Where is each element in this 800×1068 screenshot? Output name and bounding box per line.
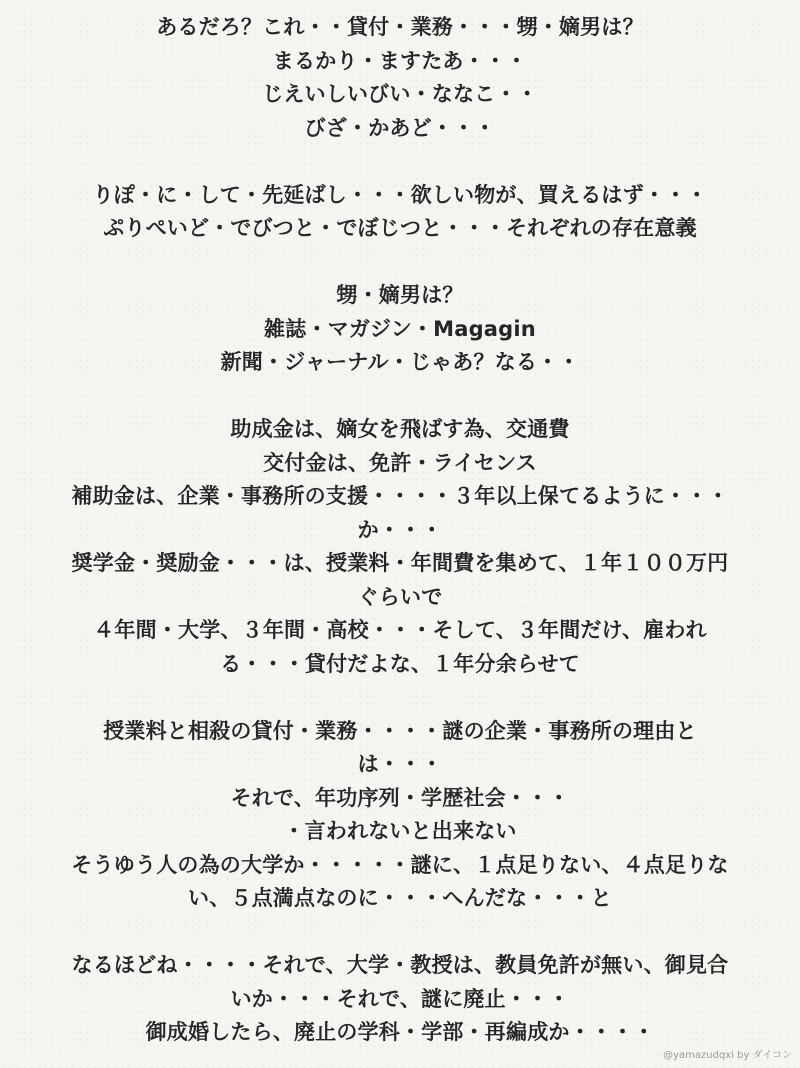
text-line: 甥・嫡男は？ xyxy=(336,283,464,307)
text-line: じえいしいびい・ななこ・・ xyxy=(262,82,538,106)
text-line: なるほどね・・・・それで、大学・教授は、教員免許が無い、御見合 xyxy=(71,953,729,977)
text-line: 雑誌・マガジン・Magagin xyxy=(264,316,536,341)
text-line: ４年間・大学、３年間・高校・・・そして、３年間だけ、雇われ xyxy=(93,618,707,642)
text-line: 授業料と相殺の貸付・業務・・・・謎の企業・事務所の理由と xyxy=(103,718,697,743)
text-line: る・・・貸付だよな、１年分余らせて xyxy=(220,651,580,676)
text-line: 奨学金・奨励金・・・は、授業料・年間費を集めて、１年１００万円 xyxy=(71,551,729,575)
text-line: ぐらいで xyxy=(357,584,443,609)
text-line: 新聞・ジャーナル・じゃあ？なる・・ xyxy=(220,350,580,374)
text-line: あるだろ？これ・・貸付・業務・・・甥・嫡男は？ xyxy=(156,15,644,39)
note-body xyxy=(15,11,785,1050)
text-line: か・・・ xyxy=(357,517,443,542)
blank-line xyxy=(15,916,785,950)
blank-line xyxy=(15,681,785,715)
credit-watermark: @yamazudqxi by ダイコン xyxy=(663,1050,792,1061)
text-line: い、５点満点なのに・・・へんだな・・・と xyxy=(188,886,612,910)
blank-line xyxy=(15,246,785,280)
text-line: いか・・・それで、謎に廃止・・・ xyxy=(230,986,570,1011)
blank-line xyxy=(15,380,785,414)
text-line: ・言われないと出来ない xyxy=(283,819,517,843)
text-line: は・・・ xyxy=(357,752,443,776)
text-line: 補助金は、企業・事務所の支援・・・・３年以上保てるように・・・ xyxy=(71,484,729,508)
blank-line xyxy=(15,145,785,179)
text-line: そうゆう人の為の大学か・・・・・謎に、１点足りない、４点足りな xyxy=(71,852,729,877)
text-line: それで、年功序列・学歴社会・・・ xyxy=(230,785,570,810)
text-line: りぽ・に・して・先延ばし・・・欲しい物が、買えるはず・・・ xyxy=(92,182,708,207)
text-line: びざ・かあど・・・ xyxy=(304,115,496,140)
text-line: 交付金は、免許・ライセンス xyxy=(263,450,537,475)
text-line: ぷりぺいど・でびつと・でぼじつと・・・それぞれの存在意義 xyxy=(103,216,697,240)
text-line: まるかり・ますたあ・・・ xyxy=(272,48,528,73)
text-line: 御成婚したら、廃止の学科・学部・再編成か・・・・ xyxy=(145,1020,655,1044)
text-line: 助成金は、嫡女を飛ばす為、交通費 xyxy=(230,417,570,441)
